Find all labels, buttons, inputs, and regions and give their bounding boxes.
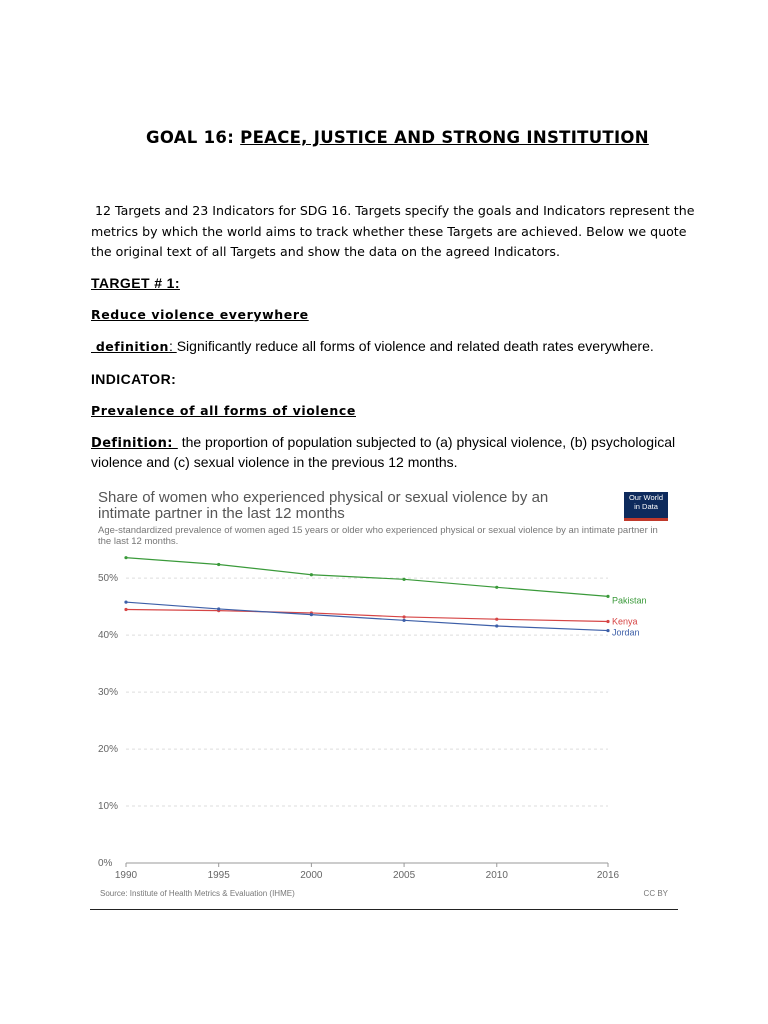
data-point [310, 573, 313, 576]
data-point [495, 624, 498, 627]
indicator-definition-label: Definition: [91, 436, 178, 451]
series-line [126, 558, 608, 597]
y-tick-label: 40% [98, 630, 119, 642]
target-definition [91, 338, 654, 354]
series-line [126, 610, 608, 622]
data-point [217, 563, 220, 566]
data-point [402, 619, 405, 622]
target-name: Reduce violence everywhere [91, 307, 309, 322]
bottom-rule [90, 909, 678, 910]
data-point [402, 615, 405, 618]
target-heading: TARGET # 1: [91, 275, 180, 291]
series-label: Kenya [612, 616, 638, 627]
chart-plot [90, 480, 678, 911]
intro-line-1: 12 Targets and 23 Indicators for SDG 16. Targets specify the goals and Indicators represent the [91, 203, 695, 218]
indicator-definition-text: the proportion of population subjected to (a) physical violence, (b) psychological violence and (c) sexual violence in the previous 12 months. [91, 434, 676, 470]
goal-prefix: GOAL 16: [146, 128, 241, 147]
target-definition-label: definition [91, 339, 169, 354]
chart-subtitle: Age-standardized prevalence of women aged 15 years or older who experienced physical or sexual violence by an intimate partner in the last 12 months. [98, 525, 658, 547]
goal-name: PEACE, JUSTICE AND STRONG INSTITUTION [240, 128, 649, 147]
owid-logo-line-1: Our World [628, 493, 664, 502]
series-line [126, 602, 608, 630]
y-tick-label: 50% [98, 573, 119, 585]
indicator-definition [91, 433, 691, 472]
intro-line-2: metrics by which the world aims to track whether these Targets are achieved. Below we quote [91, 223, 687, 239]
data-point [124, 556, 127, 559]
series-label: Pakistan [612, 595, 647, 606]
target-definition-text: Significantly reduce all forms of violence and related death rates everywhere. [176, 338, 654, 354]
chart-title: Share of women who experienced physical or sexual violence by an intimate partner in the last 12 months [98, 489, 549, 522]
violence-chart [90, 480, 678, 911]
data-point [217, 607, 220, 610]
intro-paragraph [91, 201, 695, 263]
data-point [495, 586, 498, 589]
target-definition-sep: : [168, 338, 177, 354]
x-tick-label: 2016 [596, 870, 620, 881]
indicator-name: Prevalence of all forms of violence [91, 403, 356, 418]
y-tick-label: 0% [98, 858, 113, 869]
x-tick-label: 2000 [300, 870, 323, 881]
data-point [606, 629, 609, 632]
indicator-heading: INDICATOR: [91, 371, 177, 387]
chart-source: Source: Institute of Health Metrics & Evaluation (IHME) [100, 889, 295, 898]
x-tick-label: 1990 [114, 870, 138, 881]
data-point [310, 613, 313, 616]
owid-logo-line-2: in Data [634, 501, 658, 511]
data-point [606, 620, 609, 623]
data-point [124, 601, 127, 604]
data-point [495, 618, 498, 621]
x-tick-label: 1995 [207, 870, 230, 881]
y-tick-label: 10% [98, 801, 119, 813]
intro-line-3: the original text of all Targets and show the data on the agreed Indicators. [91, 244, 560, 259]
data-point [124, 608, 127, 611]
data-point [606, 595, 609, 598]
data-point [402, 578, 405, 581]
series-label: Jordan [612, 627, 640, 638]
chart-license: CC BY [643, 889, 668, 898]
goal-title [146, 128, 649, 147]
y-tick-label: 30% [98, 687, 119, 699]
y-tick-label: 20% [98, 744, 119, 756]
x-tick-label: 2010 [485, 870, 508, 881]
x-tick-label: 2005 [392, 870, 416, 881]
